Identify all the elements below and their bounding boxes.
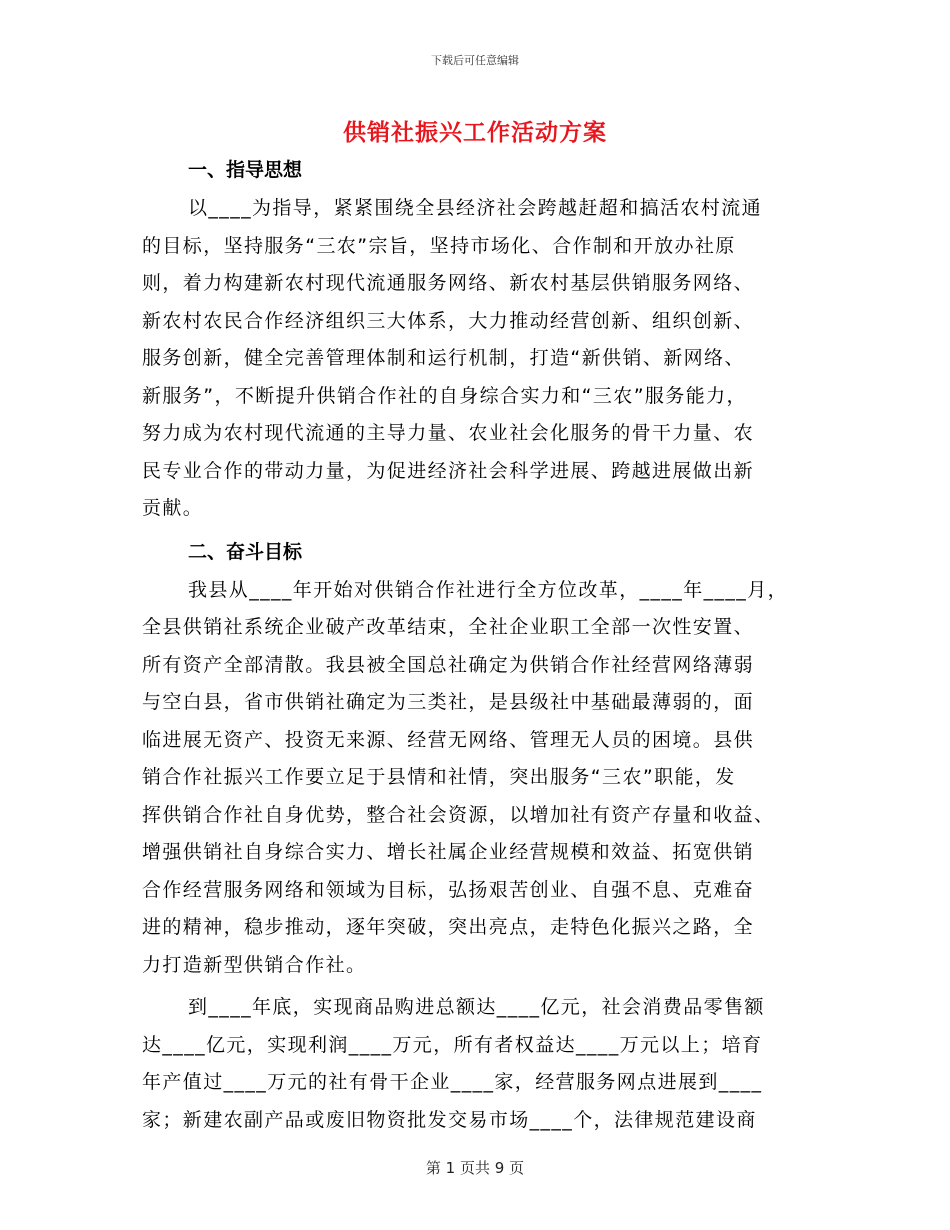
page-number-indicator: 第 1 页共 9 页 xyxy=(425,1159,525,1177)
section-heading-goals: 二、奋斗目标 xyxy=(188,540,303,563)
paragraph-line: 服务创新，健全完善管理体制和运行机制，打造“新供销、新网络、 xyxy=(142,347,745,369)
paragraph-line: 临进展无资产、投资无来源、经营无网络、管理无人员的困境。县供 xyxy=(142,728,755,751)
paragraph-line: 与空白县，省市供销社确定为三类社，是县级社中基础最薄弱的，面 xyxy=(142,691,755,713)
paragraph-line: 新农村农民合作经济组织三大体系，大力推动经营创新、组织创新、 xyxy=(142,309,755,332)
paragraph-line: 新服务”，不断提升供销合作社的自身综合实力和“三农”服务能力， xyxy=(142,384,747,407)
paragraph-line: 增强供销社自身综合实力、增长社属企业经营规模和效益、拓宽供销 xyxy=(142,841,755,863)
paragraph-line: 的目标，坚持服务“三农”宗旨，坚持市场化、合作制和开放办社原 xyxy=(142,234,736,257)
page-header-note: 下载后可任意编辑 xyxy=(431,54,519,67)
paragraph-line: 挥供销合作社自身优势，整合社会资源，以增加社有资产存量和收益、 xyxy=(142,803,775,826)
paragraph-line: 销合作社振兴工作要立足于县情和社情，突出服务“三农”职能，发 xyxy=(142,766,736,788)
paragraph-line: 全县供销社系统企业破产改革结束，全社企业职工全部一次性安置、 xyxy=(142,616,755,638)
paragraph-line: 则，着力构建新农村现代流通服务网络、新农村基层供销服务网络、 xyxy=(142,272,755,294)
paragraph-line: 以____为指导，紧紧围绕全县经济社会跨越赶超和搞活农村流通 xyxy=(188,197,763,219)
paragraph-line: 民专业合作的带动力量，为促进经济社会科学进展、跨越进展做出新 xyxy=(142,459,755,482)
document-body xyxy=(142,150,812,1139)
document-title: 供销社振兴工作活动方案 xyxy=(343,120,607,146)
paragraph-line: 达____亿元，实现利润____万元，所有者权益达____万元以上；培育 xyxy=(142,1033,763,1056)
paragraph-guiding-ideology xyxy=(142,190,812,528)
paragraph-line: 我县从____年开始对供销合作社进行全方位改革，____年____月， xyxy=(188,578,789,601)
paragraph-goals-targets xyxy=(142,989,812,1139)
paragraph-line: 到____年底，实现商品购进总额达____亿元，社会消费品零售额 xyxy=(188,996,765,1018)
paragraph-line: 年产值过____万元的社有骨干企业____家，经营服务网点进展到____ xyxy=(142,1071,763,1093)
paragraph-goals-background xyxy=(142,572,812,985)
paragraph-line: 合作经营服务网络和领域为目标，弘扬艰苦创业、自强不息、克难奋 xyxy=(142,878,755,901)
paragraph-line: 努力成为农村现代流通的主导力量、农业社会化服务的骨干力量、农 xyxy=(142,422,755,444)
section-heading-guiding-ideology: 一、指导思想 xyxy=(188,159,303,181)
paragraph-line: 力打造新型供销合作社。 xyxy=(142,953,367,976)
paragraph-line: 所有资产全部清散。我县被全国总社确定为供销合作社经营网络薄弱 xyxy=(142,653,755,676)
paragraph-line: 进的精神，稳步推动，逐年突破，突出亮点，走特色化振兴之路，全 xyxy=(142,916,755,938)
paragraph-line: 贡献。 xyxy=(142,497,204,519)
paragraph-line: 家；新建农副产品或废旧物资批发交易市场____个，法律规范建设商 xyxy=(142,1108,757,1131)
